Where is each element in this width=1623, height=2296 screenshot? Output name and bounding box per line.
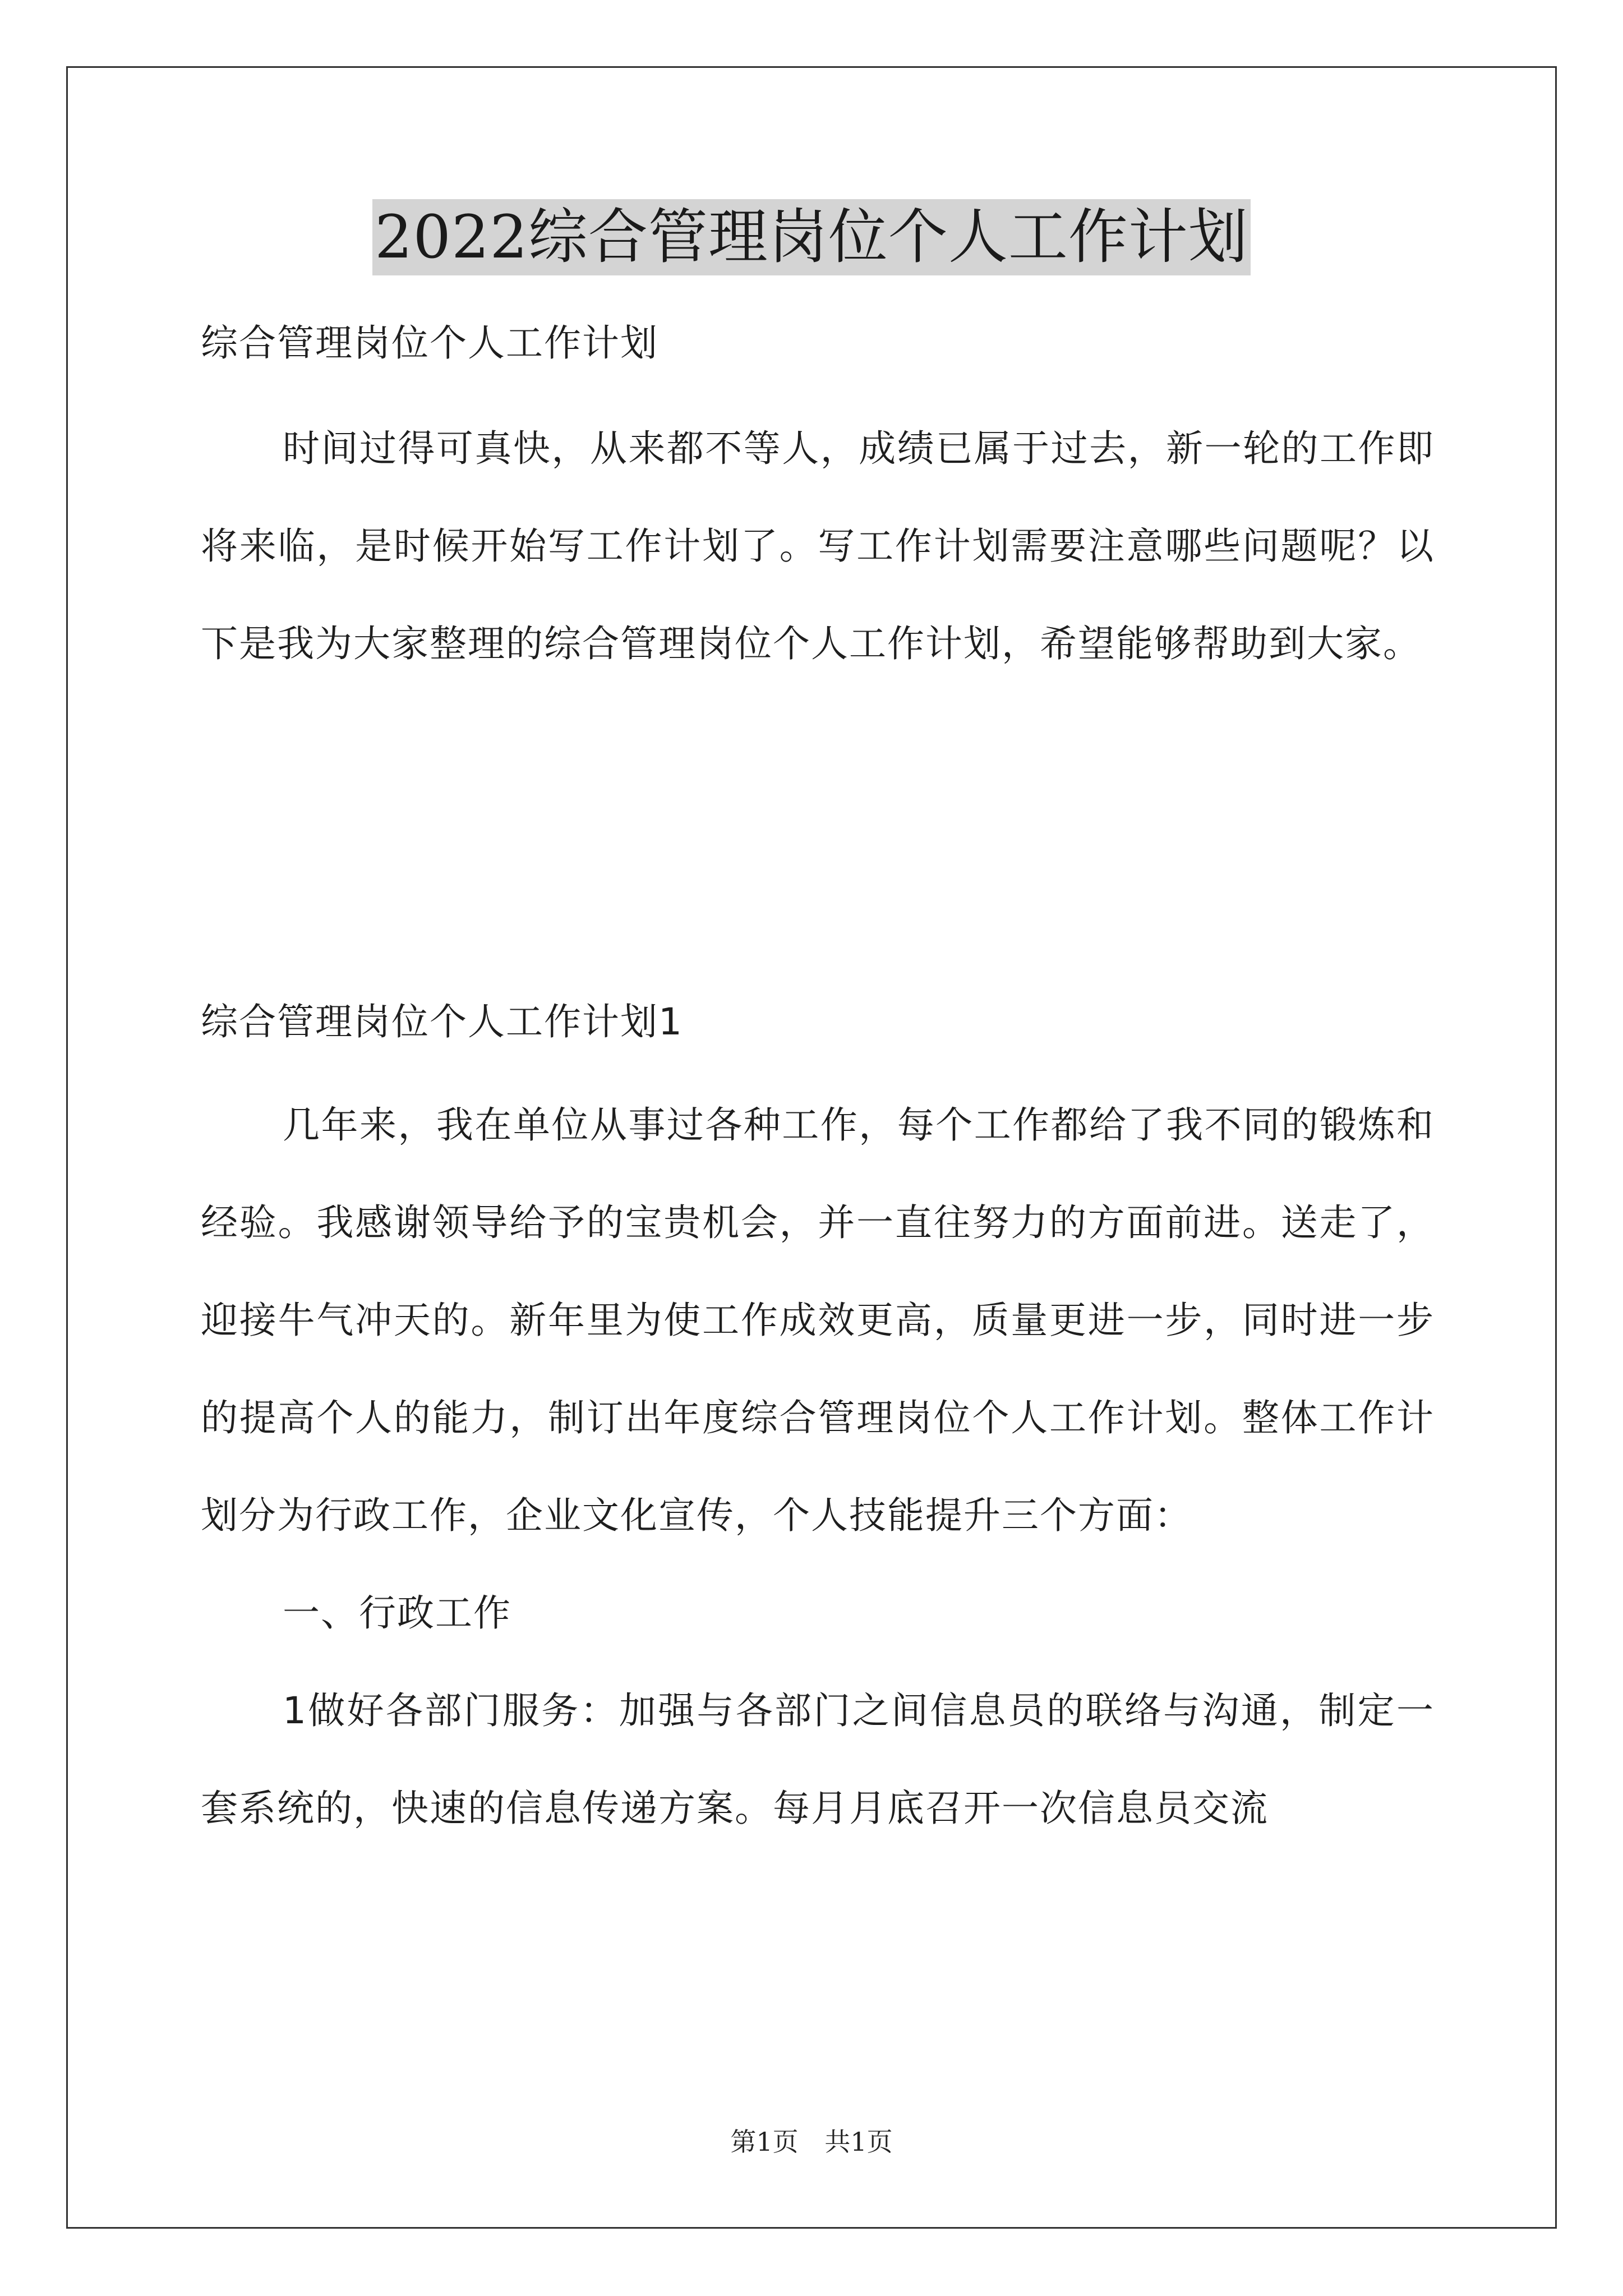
section-1 [201,973,1435,1857]
document-body [201,295,1435,693]
subtitle: 综合管理岗位个人工作计划 [201,321,658,365]
page-footer [0,2122,1623,2159]
item-paragraph: 1做好各部门服务：加强与各部门之间信息员的联络与沟通，制定一套系统的，快速的信息传递方案。每月月底召开一次信息员交流 [201,1689,1435,1830]
section-heading: 综合管理岗位个人工作计划1 [201,1000,683,1043]
document-title: 2022综合管理岗位个人工作计划 [372,199,1251,275]
item-heading: 一、行政工作 [283,1591,511,1635]
intro-paragraph: 时间过得可真快，从来都不等人，成绩已属于过去，新一轮的工作即将来临，是时候开始写工作计划了。写工作计划需要注意哪些问题呢？以下是我为大家整理的综合管理岗位个人工作计划，希望能够帮助到大家。 [201,427,1435,665]
section-paragraph: 几年来，我在单位从事过各种工作，每个工作都给了我不同的锻炼和经验。我感谢领导给予的宝贵机会，并一直往努力的方面前进。送走了，迎接牛气冲天的。新年里为使工作成效更高，质量更进一步，同时进一步的提高个人的能力，制订出年度综合管理岗位个人工作计划。整体工作计划分为行政工作，企业文化宣传，个人技能提升三个方面： [201,1103,1435,1537]
page-total: 共1页 [824,2127,893,2157]
title-container [0,199,1623,275]
page-number: 第1页 [730,2127,799,2157]
